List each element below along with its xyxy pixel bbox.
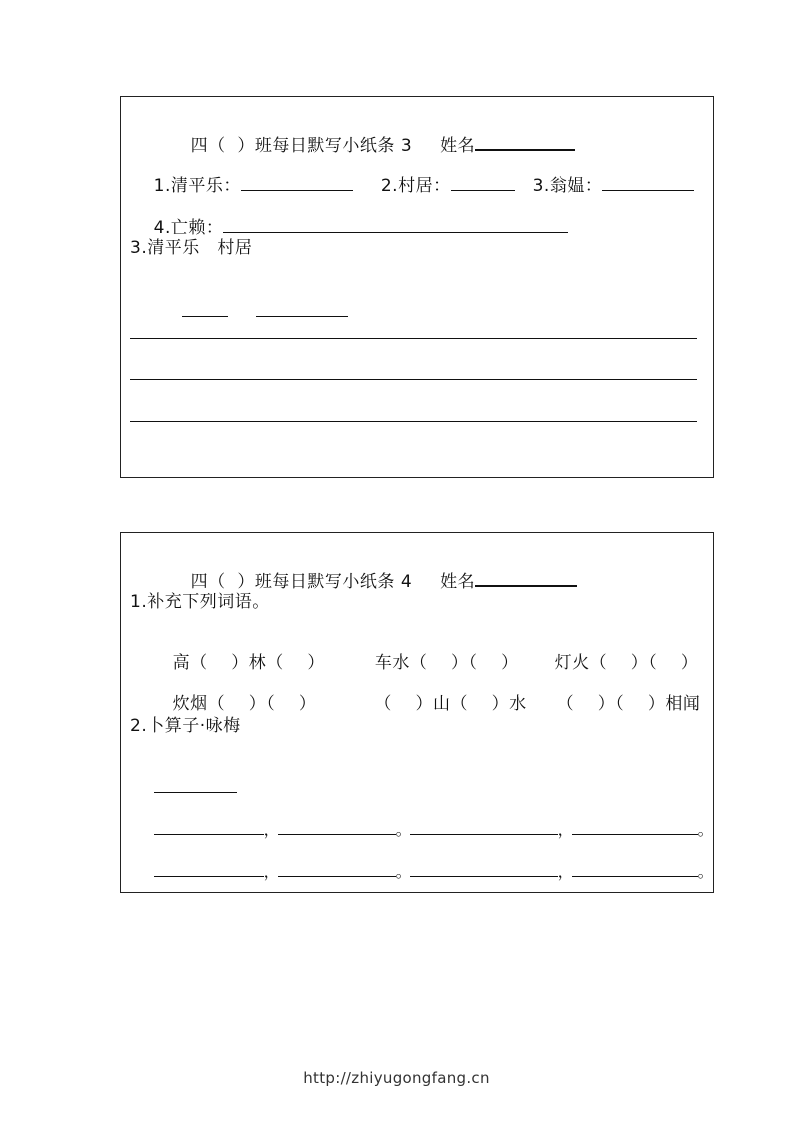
- name-label: 姓名: [440, 572, 476, 592]
- word-item[interactable]: 灯火（ ）（ ）: [554, 653, 699, 673]
- poem-blank[interactable]: [572, 820, 698, 835]
- card-title: 四（ ）班每日默写小纸条 3: [190, 136, 413, 156]
- title-blanks-row: [158, 281, 348, 342]
- poem-blank[interactable]: [154, 862, 264, 877]
- question-wengao: 3.翁媪：: [532, 176, 603, 196]
- question-qingpingle: 1.清平乐：: [153, 176, 241, 196]
- question-cunju: 2.村居：: [380, 176, 451, 196]
- poem-blank[interactable]: [278, 820, 396, 835]
- poem-blank[interactable]: [278, 862, 396, 877]
- footer-url[interactable]: http://zhiyugongfang.cn: [303, 1069, 490, 1087]
- poem-blank[interactable]: [572, 862, 698, 877]
- word-item[interactable]: （ ）山（ ）水: [374, 694, 527, 714]
- writing-line[interactable]: [130, 338, 697, 339]
- answer-blank-cunju[interactable]: [451, 175, 515, 191]
- period: 。: [395, 862, 413, 881]
- section-heading: 3.清平乐 村居: [130, 238, 253, 258]
- question-fill-words: 1.补充下列词语。: [130, 592, 270, 612]
- poem-blank[interactable]: [410, 820, 558, 835]
- poem-line-row-2: [130, 842, 715, 902]
- question-poem-title: 2.卜算子·咏梅: [130, 716, 241, 736]
- period: 。: [697, 820, 715, 839]
- question-wanglai: 4.亡赖：: [153, 218, 224, 238]
- poem-blank[interactable]: [154, 820, 264, 835]
- answer-blank-wanglai[interactable]: [223, 217, 568, 233]
- comma: ，: [263, 862, 281, 881]
- poem-blank[interactable]: [410, 862, 558, 877]
- word-item[interactable]: 高（ ）林（ ）: [172, 653, 325, 673]
- name-label: 姓名: [440, 136, 476, 156]
- period: 。: [395, 820, 413, 839]
- word-item[interactable]: 炊烟（ ）（ ）: [172, 694, 317, 714]
- poem-author-blank[interactable]: [256, 301, 348, 317]
- answer-blank-qingpingle[interactable]: [241, 175, 353, 191]
- answer-blank-wengao[interactable]: [602, 175, 694, 191]
- word-item[interactable]: （ ）（ ）相闻: [556, 694, 701, 714]
- comma: ，: [263, 820, 281, 839]
- dictation-card-4: [120, 532, 714, 893]
- comma: ，: [557, 862, 575, 881]
- period: 。: [697, 862, 715, 881]
- card-title: 四（ ）班每日默写小纸条 4: [190, 572, 413, 592]
- name-blank[interactable]: [475, 134, 575, 151]
- writing-line[interactable]: [130, 421, 697, 422]
- word-item[interactable]: 车水（ ）（ ）: [374, 653, 519, 673]
- dictation-card-3: [120, 96, 714, 478]
- writing-line[interactable]: [130, 379, 697, 380]
- comma: ，: [557, 820, 575, 839]
- poem-title-blank[interactable]: [154, 778, 237, 793]
- poem-title-blank[interactable]: [182, 301, 228, 317]
- name-blank[interactable]: [475, 570, 577, 587]
